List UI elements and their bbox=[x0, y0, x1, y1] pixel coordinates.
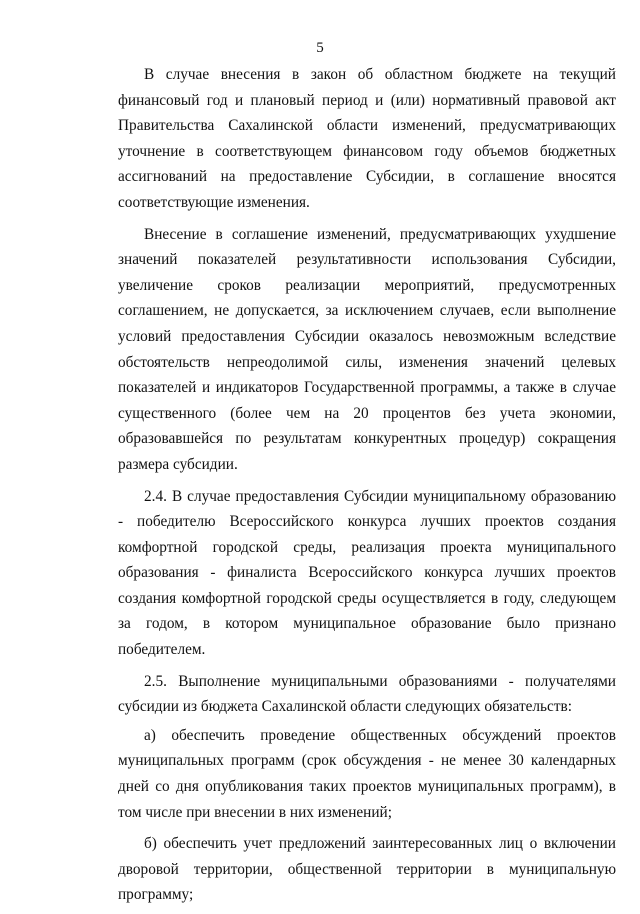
paragraph-agreement-changes: Внесение в соглашение изменений, предусматривающих ухудшение значений показателей результативности использования Субсидии, увеличение сроков реализации мероприятий, предусмотренных соглашением, не допускается, за исключением случаев, если выполнение условий предоставления Субсидии оказалось невозможным вследствие обстоятельств непреодолимой силы, изменения значений целевых показателей и индикаторов Государственной программы, а также в случае существенного (более чем на 20 процентов без учета экономии, образовавшейся по результатам конкурентных процедур) сокращения размера субсидии. bbox=[118, 225, 616, 473]
paragraph-2-5-a: а) обеспечить проведение общественных обсуждений проектов муниципальных программ (срок обсуждения - не менее 30 календарных дней со дня опубликования таких проектов муниципальных программ), в том числе при внесении в них изменений; bbox=[118, 726, 616, 821]
paragraph-2-4: 2.4. В случае предоставления Субсидии муниципальному образованию - победителю Всероссийского конкурса лучших проектов создания комфортной городской среды, реализация проекта муниципального образования - финалиста Всероссийского конкурса лучших проектов создания комфортной городской среды осуществляется в году, следующем за годом, в котором муниципальное образование было признано победителем. bbox=[118, 487, 616, 659]
document-body bbox=[118, 62, 616, 914]
paragraph-budget-changes: В случае внесения в закон об областном бюджете на текущий финансовый год и плановый период и (или) нормативный правовой акт Правительства Сахалинской области изменений, предусматривающих уточнение в соответствующем финансовом году объемов бюджетных ассигнований на предоставление Субсидии, в соглашение вносятся соответствующие изменения. bbox=[118, 66, 616, 211]
paragraph-2-5: 2.5. Выполнение муниципальными образованиями - получателями субсидии из бюджета Сахалинской области следующих обязательств: bbox=[118, 672, 616, 716]
page-number: 5 bbox=[316, 40, 324, 56]
paragraph-2-5-b: б) обеспечить учет предложений заинтересованных лиц о включении дворовой территории, общественной территории в муниципальную программу; bbox=[118, 835, 616, 904]
